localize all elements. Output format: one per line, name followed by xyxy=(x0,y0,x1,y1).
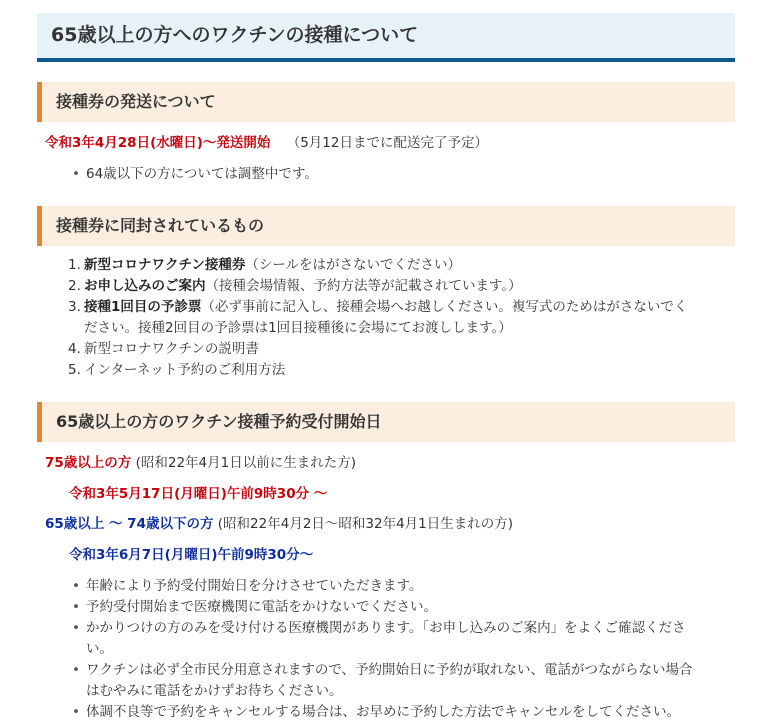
section-heading-text: 65歳以上の方のワクチン接種予約受付開始日 xyxy=(56,412,382,431)
group1-note: (昭和22年4月1日以前に生まれた方) xyxy=(135,455,356,471)
list-item: • かかりつけの方のみを受け付ける医療機関があります。「お申し込みのご案内」をよくご確認くださ い。 xyxy=(70,618,735,660)
enclosed-items-list xyxy=(68,255,733,381)
list-item: 2. お申し込みのご案内（接種会場情報、予約方法等が記載されています。） xyxy=(68,278,522,294)
list-item: 5. インターネット予約のご利用方法 xyxy=(68,362,286,378)
section-heading-reservation xyxy=(37,402,735,442)
shipping-note: （5月12日までに配送完了予定） xyxy=(286,135,488,151)
group1-label: 75歳以上の方 xyxy=(45,455,132,471)
section-heading-text: 接種券の発送について xyxy=(56,92,216,111)
section-heading-enclosed xyxy=(37,206,735,246)
group1-date: 令和3年5月17日(月曜日)午前9時30分 ～ xyxy=(69,486,328,502)
list-item: • 体調不良等で予約をキャンセルする場合は、お早めに予約した方法でキャンセルをしてください。 xyxy=(70,702,735,723)
list-item: • 予約受付開始まで医療機関に電話をかけないでください。 xyxy=(70,597,735,618)
list-item: • ワクチンは必ず全市民分用意されますので、予約開始日に予約が取れない、電話がつながらない場合 はむやみに電話をかけずお待ちください。 xyxy=(70,660,735,702)
reservation-bullets xyxy=(70,576,735,723)
section-heading-text: 接種券に同封されているもの xyxy=(56,216,265,235)
page-title-bar xyxy=(37,13,735,62)
shipping-date-line xyxy=(45,133,488,153)
list-item: • 年齢により予約受付開始日を分けさせていただきます。 xyxy=(70,576,735,597)
list-item: 3. 接種1回目の予診票（必ず事前に記入し、接種会場へお越しください。複写式のためはがさないでく ださい。接種2回目の予診票は1回目接種後に会場にてお渡しします。） xyxy=(68,299,688,336)
group2-note: (昭和22年4月2日～昭和32年4月1日生まれの方) xyxy=(217,516,514,532)
list-item: • 64歳以下の方については調整中です。 xyxy=(70,164,318,185)
list-item: 1. 新型コロナワクチン接種券（シールをはがさないでください） xyxy=(68,257,462,273)
list-item: 4. 新型コロナワクチンの説明書 xyxy=(68,341,259,357)
group2-label: 65歳以上 ～ 74歳以下の方 xyxy=(45,516,214,532)
shipping-start-date: 令和3年4月28日(水曜日)～発送開始 xyxy=(45,135,271,151)
group2-date: 令和3年6月7日(月曜日)午前9時30分～ xyxy=(69,547,314,563)
group1-line xyxy=(45,453,356,473)
shipping-bullets xyxy=(70,164,318,185)
group2-line xyxy=(45,514,513,534)
section-heading-shipping xyxy=(37,82,735,122)
page-title: 65歳以上の方へのワクチンの接種について xyxy=(51,24,419,46)
